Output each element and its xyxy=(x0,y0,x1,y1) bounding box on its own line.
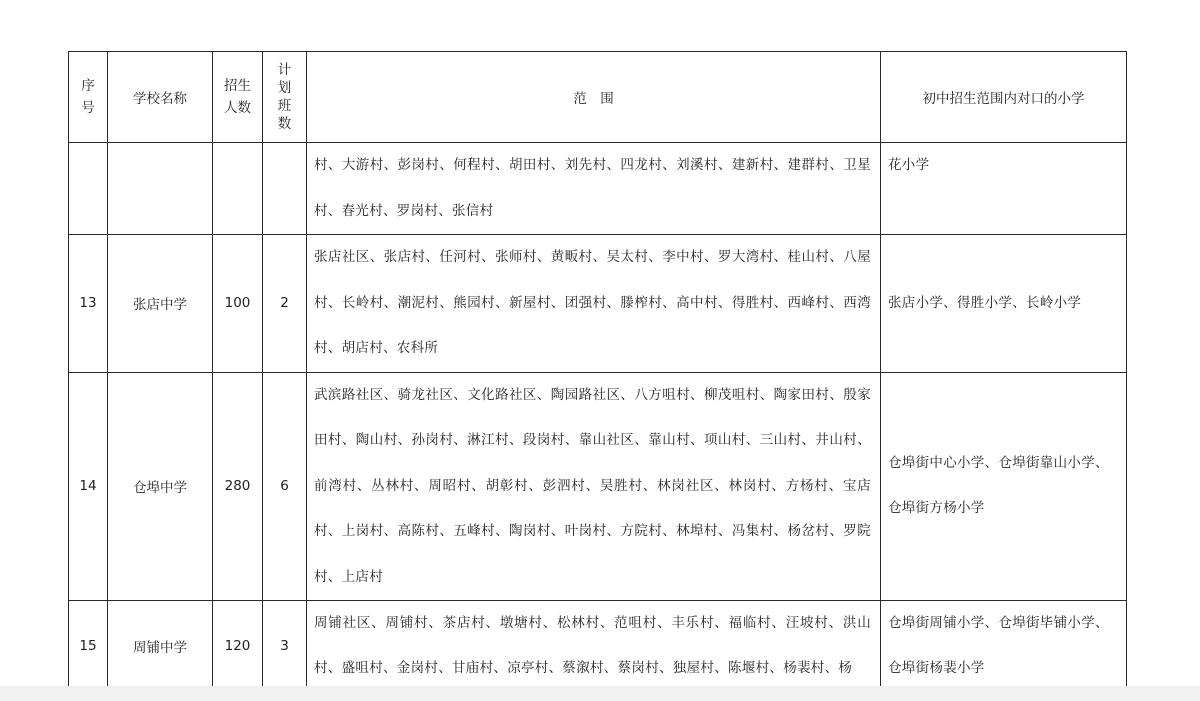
cell-enroll-count: 280 xyxy=(213,372,263,601)
header-classes-line: 班 xyxy=(277,98,292,114)
header-school-name: 学校名称 xyxy=(108,52,213,143)
primary-schools-text: 仓埠街周铺小学、仓埠街毕铺小学、仓埠街杨裴小学 xyxy=(888,615,1109,676)
cell-primary-schools xyxy=(881,143,1127,235)
cell-range xyxy=(307,235,881,373)
cell-school-name xyxy=(108,143,213,235)
range-text: 村、大游村、彭岗村、何程村、胡田村、刘先村、四龙村、刘溪村、建新村、建群村、卫星村、春光村、罗岗村、张信村 xyxy=(314,157,871,219)
cell-planned-classes xyxy=(263,143,307,235)
cell-planned-classes: 3 xyxy=(263,601,307,692)
header-count-line: 招生 xyxy=(224,78,251,94)
header-classes-line: 划 xyxy=(277,80,292,96)
header-classes-line: 计 xyxy=(277,62,292,78)
header-classes-line: 数 xyxy=(277,116,292,132)
cell-school-name: 张店中学 xyxy=(108,235,213,373)
primary-schools-text: 仓埠街中心小学、仓埠街靠山小学、仓埠街方杨小学 xyxy=(888,455,1109,517)
cell-school-name: 仓埠中学 xyxy=(108,372,213,601)
header-no-line: 号 xyxy=(81,100,95,116)
header-planned-classes xyxy=(263,52,307,143)
cell-range xyxy=(307,601,881,692)
cell-range xyxy=(307,143,881,235)
table-row xyxy=(69,235,1127,373)
cell-enroll-count: 100 xyxy=(213,235,263,373)
primary-schools-text: 张店小学、得胜小学、长岭小学 xyxy=(888,294,1082,311)
header-range: 范 围 xyxy=(307,52,881,143)
cell-school-name: 周铺中学 xyxy=(108,601,213,692)
range-text: 武滨路社区、骑龙社区、文化路社区、陶园路社区、八方咀村、柳茂咀村、陶家田村、殷家田村、陶山村、孙岗村、淋江村、段岗村、靠山社区、靠山村、项山村、三山村、井山村、前湾村、丛林村、周昭村、胡彰村、彭泗村、吴胜村、林岗社区、林岗村、方杨村、宝店村、上岗村、高陈村、五峰村、陶岗村、叶岗村、方院村、林埠村、冯集村、杨岔村、罗院村、上店村 xyxy=(314,386,871,585)
table-row xyxy=(69,143,1127,235)
range-text: 周铺社区、周铺村、茶店村、墩塘村、松林村、范咀村、丰乐村、福临村、汪坡村、洪山村、盛咀村、金岗村、甘庙村、凉亭村、蔡溆村、蔡岗村、独屋村、陈堰村、杨裴村、杨 xyxy=(314,615,871,676)
page-bottom-strip xyxy=(0,686,1200,701)
cell-no xyxy=(69,143,108,235)
enrollment-table xyxy=(68,51,1127,692)
header-no-line: 序 xyxy=(81,78,95,94)
primary-schools-text: 花小学 xyxy=(888,157,930,173)
table-header-row xyxy=(69,52,1127,143)
header-count-line: 人数 xyxy=(224,100,251,116)
cell-range xyxy=(307,372,881,601)
table-row xyxy=(69,601,1127,692)
cell-planned-classes: 6 xyxy=(263,372,307,601)
cell-no: 14 xyxy=(69,372,108,601)
header-primary-schools: 初中招生范围内对口的小学 xyxy=(881,52,1127,143)
cell-primary-schools xyxy=(881,372,1127,601)
range-text: 张店社区、张店村、任河村、张师村、黄畈村、吴太村、李中村、罗大湾村、桂山村、八屋村、长岭村、潮泥村、熊园村、新屋村、团强村、滕榨村、高中村、得胜村、西峰村、西湾村、胡店村、农科所 xyxy=(314,249,871,356)
cell-enroll-count xyxy=(213,143,263,235)
header-no xyxy=(69,52,108,143)
cell-no: 15 xyxy=(69,601,108,692)
cell-planned-classes: 2 xyxy=(263,235,307,373)
cell-no: 13 xyxy=(69,235,108,373)
cell-enroll-count: 120 xyxy=(213,601,263,692)
header-enroll-count xyxy=(213,52,263,143)
cell-primary-schools xyxy=(881,601,1127,692)
table-row xyxy=(69,372,1127,601)
cell-primary-schools xyxy=(881,235,1127,373)
